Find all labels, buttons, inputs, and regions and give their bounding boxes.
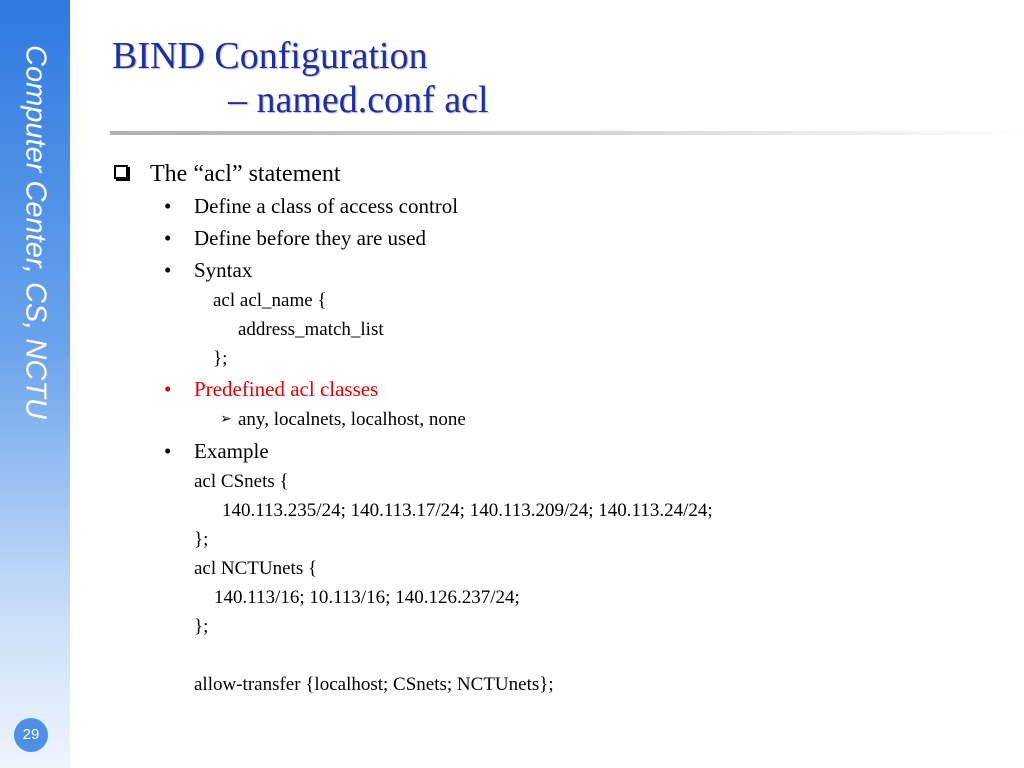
example-line: allow-transfer {localhost; CSnets; NCTUnets};	[194, 674, 554, 695]
bullet-dot-icon: •	[164, 258, 172, 282]
bullet-item-predefined	[112, 373, 1014, 405]
sub-bullet-text: any, localnets, localhost, none	[238, 409, 466, 430]
example-line: 140.113/16; 10.113/16; 140.126.237/24;	[214, 587, 520, 608]
bullet-item	[112, 435, 1014, 467]
syntax-line: acl acl_name {	[213, 290, 327, 311]
example-line: };	[194, 616, 209, 637]
sidebar	[0, 0, 70, 768]
title-divider	[110, 131, 1024, 135]
bullet-text: Define before they are used	[194, 226, 427, 250]
bullet-item	[112, 190, 1014, 222]
bullet-dot-icon: •	[164, 439, 172, 463]
bullet-dot-icon: •	[164, 377, 172, 401]
syntax-line: };	[213, 348, 228, 369]
example-line: };	[194, 529, 209, 550]
bullet-dot-icon: •	[164, 226, 172, 250]
heading-item	[112, 158, 1014, 190]
heading-text: The “acl” statement	[150, 161, 341, 187]
arrow-icon: ➢	[220, 412, 232, 427]
bullet-text: Predefined acl classes	[194, 377, 379, 401]
spacer	[112, 641, 1014, 670]
bullet-text: Define a class of access control	[194, 194, 459, 218]
checkbox-icon	[114, 165, 128, 179]
example-line: 140.113.235/24; 140.113.17/24; 140.113.209/24; 140.113.24/24;	[222, 500, 713, 521]
title-line-1: BIND Configuration	[112, 35, 428, 77]
slide-title	[112, 34, 489, 122]
bullet-text: Syntax	[194, 258, 253, 282]
slide-body	[112, 158, 1014, 699]
example-line: acl NCTUnets {	[194, 558, 318, 579]
title-line-2: – named.conf acl	[228, 79, 489, 121]
bullet-text: Example	[194, 439, 269, 463]
bullet-dot-icon: •	[164, 194, 172, 218]
example-line: acl CSnets {	[194, 471, 289, 492]
bullet-item	[112, 254, 1014, 286]
bullet-item	[112, 222, 1014, 254]
sidebar-label: Computer Center, CS, NCTU	[19, 45, 52, 419]
page-number: 29	[14, 718, 48, 752]
sub-bullet-item	[112, 405, 1014, 435]
syntax-line: address_match_list	[238, 319, 384, 340]
